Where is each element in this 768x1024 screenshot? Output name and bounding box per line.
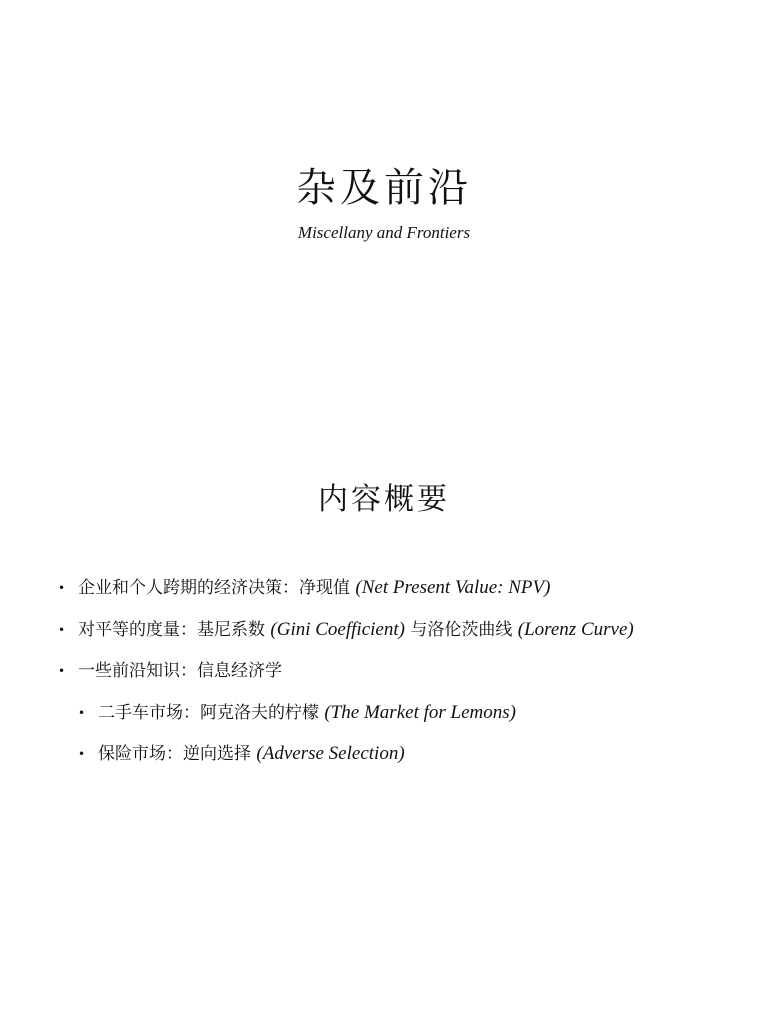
bullet-icon: • — [58, 664, 66, 678]
item-text-zh: 保险市场：逆向选择 — [98, 744, 257, 764]
item-text-en: (Adverse Selection) — [256, 743, 405, 764]
main-title: 杂及前沿 — [296, 165, 472, 211]
item-text-zh: 一些前沿知识：信息经济学 — [78, 661, 282, 681]
item-text-en: (The Market for Lemons) — [324, 701, 516, 723]
item-text-zh: 企业和个人跨期的经济决策：净现值 — [78, 578, 356, 598]
bullet-icon: • — [58, 622, 66, 637]
overview-heading: 内容概要 — [318, 482, 450, 517]
item-text-en: (Net Present Value: NPV) — [355, 577, 551, 598]
bullet-icon: • — [78, 705, 86, 720]
title-block — [0, 160, 768, 244]
list-item — [58, 576, 748, 600]
item-text-en: (Gini Coefficient) — [270, 618, 405, 640]
item-text-en-2: (Lorenz Curve) — [517, 618, 634, 640]
bullet-icon: • — [58, 581, 66, 595]
overview-list — [58, 576, 748, 784]
list-item — [58, 659, 748, 683]
list-item — [58, 701, 748, 725]
list-item — [58, 618, 748, 642]
item-text-zh: 对平等的度量：基尼系数 — [78, 619, 271, 640]
item-text-zh: 二手车市场：阿克洛夫的柠檬 — [98, 702, 325, 723]
subtitle: Miscellany and Frontiers — [297, 223, 471, 242]
bullet-icon: • — [78, 747, 86, 761]
item-text-zh-2: 与洛伦茨曲线 — [404, 619, 518, 640]
list-item — [58, 742, 748, 766]
